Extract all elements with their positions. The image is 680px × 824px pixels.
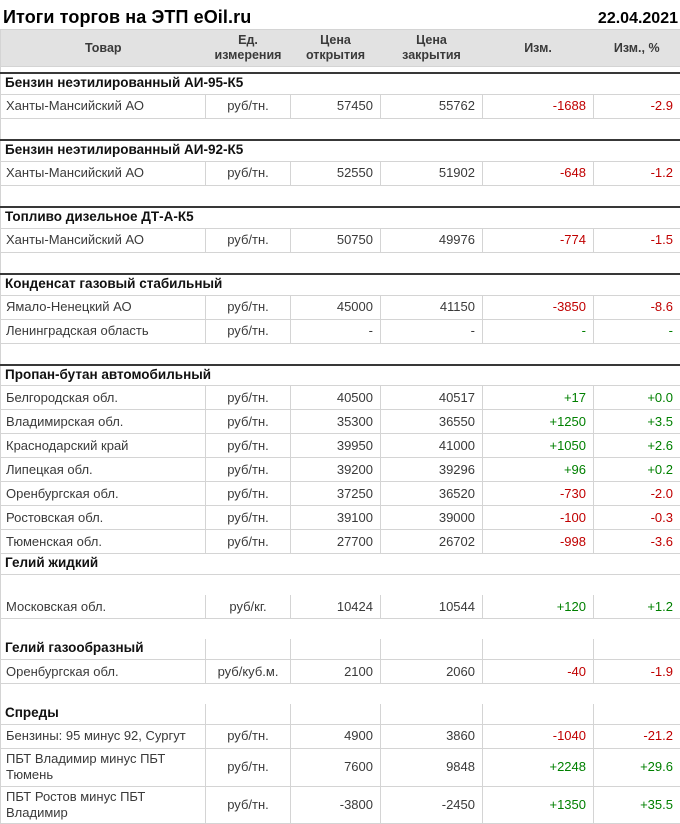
unit-cell: руб/тн. bbox=[206, 506, 291, 530]
spacer-row-cell bbox=[1, 684, 680, 705]
column-header-change: Изм. bbox=[483, 30, 594, 67]
product-cell: ПБТ Владимир минус ПБТ Тюмень bbox=[1, 749, 206, 787]
change-cell: -648 bbox=[483, 161, 594, 185]
change-cell: +1050 bbox=[483, 434, 594, 458]
table-row bbox=[1, 410, 680, 434]
change-pct-cell: +3.5 bbox=[594, 410, 680, 434]
close-price-cell: 39000 bbox=[381, 506, 483, 530]
unit-cell: руб/тн. bbox=[206, 458, 291, 482]
table-row bbox=[1, 161, 680, 185]
unit-cell: руб/тн. bbox=[206, 410, 291, 434]
section-header-row bbox=[1, 704, 680, 724]
spacer-row-cell bbox=[1, 252, 680, 274]
change-pct-cell: -8.6 bbox=[594, 295, 680, 319]
section-title: Пропан-бутан автомобильный bbox=[1, 365, 680, 386]
table-row bbox=[1, 595, 680, 619]
product-cell: Ростовская обл. bbox=[1, 506, 206, 530]
section-title: Гелий жидкий bbox=[1, 554, 680, 575]
product-cell: Владимирская обл. bbox=[1, 410, 206, 434]
product-cell: Московская обл. bbox=[1, 595, 206, 619]
change-cell: +2248 bbox=[483, 749, 594, 787]
unit-cell: руб/тн. bbox=[206, 161, 291, 185]
section-header-empty-cell bbox=[483, 704, 594, 724]
product-cell: Бензины: 95 минус 92, Сургут bbox=[1, 725, 206, 749]
table-row bbox=[1, 482, 680, 506]
product-cell: Белгородская обл. bbox=[1, 386, 206, 410]
table-row bbox=[1, 506, 680, 530]
section-header-empty-cell bbox=[206, 704, 291, 724]
change-pct-cell: -1.5 bbox=[594, 228, 680, 252]
spacer-row-cell bbox=[1, 343, 680, 365]
column-header-open-price: Цена открытия bbox=[291, 30, 381, 67]
column-header-change-pct: Изм., % bbox=[594, 30, 680, 67]
unit-cell: руб/тн. bbox=[206, 228, 291, 252]
section-header-row bbox=[1, 73, 680, 94]
change-cell: +1250 bbox=[483, 410, 594, 434]
section-header-empty-cell bbox=[381, 704, 483, 724]
section-header-empty-cell bbox=[206, 639, 291, 659]
section-header-empty-cell bbox=[483, 639, 594, 659]
spacer-row bbox=[1, 118, 680, 140]
change-pct-cell: +0.0 bbox=[594, 386, 680, 410]
unit-cell: руб/тн. bbox=[206, 94, 291, 118]
product-cell: ПБТ Ростов минус ПБТ Владимир bbox=[1, 786, 206, 824]
table-row bbox=[1, 295, 680, 319]
section-title: Топливо дизельное ДТ-А-К5 bbox=[1, 207, 680, 228]
product-cell: Ханты-Мансийский АО bbox=[1, 161, 206, 185]
spacer-row bbox=[1, 684, 680, 705]
close-price-cell: 3860 bbox=[381, 725, 483, 749]
section-gap-row-cell bbox=[1, 575, 680, 596]
product-cell: Оренбургская обл. bbox=[1, 482, 206, 506]
table-row bbox=[1, 660, 680, 684]
product-cell: Тюменская обл. bbox=[1, 530, 206, 554]
open-price-cell: 40500 bbox=[291, 386, 381, 410]
section-header-empty-cell bbox=[594, 704, 680, 724]
open-price-cell: 39200 bbox=[291, 458, 381, 482]
open-price-cell: 35300 bbox=[291, 410, 381, 434]
open-price-cell: 2100 bbox=[291, 660, 381, 684]
change-pct-cell: -2.9 bbox=[594, 94, 680, 118]
change-pct-cell: - bbox=[594, 319, 680, 343]
change-cell: -1688 bbox=[483, 94, 594, 118]
open-price-cell: 27700 bbox=[291, 530, 381, 554]
product-cell: Липецкая обл. bbox=[1, 458, 206, 482]
open-price-cell: 39950 bbox=[291, 434, 381, 458]
table-row bbox=[1, 94, 680, 118]
page-title: Итоги торгов на ЭТП eOil.ru bbox=[3, 7, 251, 28]
close-price-cell: 55762 bbox=[381, 94, 483, 118]
change-pct-cell: +29.6 bbox=[594, 749, 680, 787]
table-header-row bbox=[1, 30, 680, 67]
change-cell: -1040 bbox=[483, 725, 594, 749]
open-price-cell: 39100 bbox=[291, 506, 381, 530]
spacer-row bbox=[1, 252, 680, 274]
change-cell: +96 bbox=[483, 458, 594, 482]
section-title: Бензин неэтилированный АИ-95-К5 bbox=[1, 73, 680, 94]
change-pct-cell: -3.6 bbox=[594, 530, 680, 554]
change-cell: - bbox=[483, 319, 594, 343]
close-price-cell: 39296 bbox=[381, 458, 483, 482]
close-price-cell: 26702 bbox=[381, 530, 483, 554]
change-cell: -998 bbox=[483, 530, 594, 554]
table-row bbox=[1, 386, 680, 410]
product-cell: Ханты-Мансийский АО bbox=[1, 94, 206, 118]
column-header-product: Товар bbox=[1, 30, 206, 67]
column-header-close-price: Цена закрытия bbox=[381, 30, 483, 67]
section-title: Спреды bbox=[1, 704, 206, 724]
unit-cell: руб/тн. bbox=[206, 386, 291, 410]
change-pct-cell: -0.3 bbox=[594, 506, 680, 530]
open-price-cell: 57450 bbox=[291, 94, 381, 118]
spacer-row bbox=[1, 619, 680, 640]
change-cell: -730 bbox=[483, 482, 594, 506]
close-price-cell: -2450 bbox=[381, 786, 483, 824]
change-pct-cell: -1.2 bbox=[594, 161, 680, 185]
report-date: 22.04.2021 bbox=[598, 10, 678, 28]
open-price-cell: - bbox=[291, 319, 381, 343]
section-header-row bbox=[1, 554, 680, 575]
section-header-row bbox=[1, 207, 680, 228]
unit-cell: руб/тн. bbox=[206, 434, 291, 458]
section-header-row bbox=[1, 639, 680, 659]
close-price-cell: 2060 bbox=[381, 660, 483, 684]
change-pct-cell: -2.0 bbox=[594, 482, 680, 506]
section-header-empty-cell bbox=[291, 704, 381, 724]
spacer-row bbox=[1, 185, 680, 207]
column-header-unit: Ед. измерения bbox=[206, 30, 291, 67]
change-pct-cell: +1.2 bbox=[594, 595, 680, 619]
change-cell: +17 bbox=[483, 386, 594, 410]
table-row bbox=[1, 434, 680, 458]
open-price-cell: 4900 bbox=[291, 725, 381, 749]
open-price-cell: 7600 bbox=[291, 749, 381, 787]
section-header-empty-cell bbox=[291, 639, 381, 659]
change-pct-cell: +35.5 bbox=[594, 786, 680, 824]
table-row bbox=[1, 749, 680, 787]
close-price-cell: 9848 bbox=[381, 749, 483, 787]
section-header-empty-cell bbox=[594, 639, 680, 659]
product-cell: Оренбургская обл. bbox=[1, 660, 206, 684]
section-header-row bbox=[1, 365, 680, 386]
product-cell: Ямало-Ненецкий АО bbox=[1, 295, 206, 319]
open-price-cell: 50750 bbox=[291, 228, 381, 252]
open-price-cell: 45000 bbox=[291, 295, 381, 319]
table-row bbox=[1, 228, 680, 252]
close-price-cell: 49976 bbox=[381, 228, 483, 252]
report-header bbox=[0, 0, 680, 29]
change-cell: -3850 bbox=[483, 295, 594, 319]
spacer-row-cell bbox=[1, 185, 680, 207]
change-pct-cell: +0.2 bbox=[594, 458, 680, 482]
table-row bbox=[1, 725, 680, 749]
section-header-row bbox=[1, 140, 680, 161]
unit-cell: руб/тн. bbox=[206, 295, 291, 319]
spacer-row bbox=[1, 343, 680, 365]
change-cell: +120 bbox=[483, 595, 594, 619]
close-price-cell: 41150 bbox=[381, 295, 483, 319]
table-row bbox=[1, 786, 680, 824]
unit-cell: руб/тн. bbox=[206, 725, 291, 749]
change-pct-cell: -1.9 bbox=[594, 660, 680, 684]
close-price-cell: 51902 bbox=[381, 161, 483, 185]
unit-cell: руб/куб.м. bbox=[206, 660, 291, 684]
close-price-cell: 36520 bbox=[381, 482, 483, 506]
section-title: Бензин неэтилированный АИ-92-К5 bbox=[1, 140, 680, 161]
section-gap-row bbox=[1, 575, 680, 596]
unit-cell: руб/тн. bbox=[206, 749, 291, 787]
close-price-cell: 36550 bbox=[381, 410, 483, 434]
section-title: Гелий газообразный bbox=[1, 639, 206, 659]
unit-cell: руб/тн. bbox=[206, 530, 291, 554]
product-cell: Ленинградская область bbox=[1, 319, 206, 343]
unit-cell: руб/кг. bbox=[206, 595, 291, 619]
section-header-row bbox=[1, 274, 680, 295]
change-pct-cell: -21.2 bbox=[594, 725, 680, 749]
table-row bbox=[1, 530, 680, 554]
open-price-cell: 10424 bbox=[291, 595, 381, 619]
unit-cell: руб/тн. bbox=[206, 786, 291, 824]
table-row bbox=[1, 458, 680, 482]
change-pct-cell: +2.6 bbox=[594, 434, 680, 458]
change-cell: -774 bbox=[483, 228, 594, 252]
open-price-cell: 37250 bbox=[291, 482, 381, 506]
section-title: Конденсат газовый стабильный bbox=[1, 274, 680, 295]
change-cell: +1350 bbox=[483, 786, 594, 824]
spacer-row-cell bbox=[1, 118, 680, 140]
change-cell: -40 bbox=[483, 660, 594, 684]
product-cell: Ханты-Мансийский АО bbox=[1, 228, 206, 252]
section-header-empty-cell bbox=[381, 639, 483, 659]
change-cell: -100 bbox=[483, 506, 594, 530]
spacer-row-cell bbox=[1, 619, 680, 640]
close-price-cell: 41000 bbox=[381, 434, 483, 458]
unit-cell: руб/тн. bbox=[206, 482, 291, 506]
unit-cell: руб/тн. bbox=[206, 319, 291, 343]
close-price-cell: - bbox=[381, 319, 483, 343]
close-price-cell: 10544 bbox=[381, 595, 483, 619]
close-price-cell: 40517 bbox=[381, 386, 483, 410]
table-row bbox=[1, 319, 680, 343]
open-price-cell: -3800 bbox=[291, 786, 381, 824]
product-cell: Краснодарский край bbox=[1, 434, 206, 458]
open-price-cell: 52550 bbox=[291, 161, 381, 185]
trading-results-table bbox=[0, 29, 680, 824]
